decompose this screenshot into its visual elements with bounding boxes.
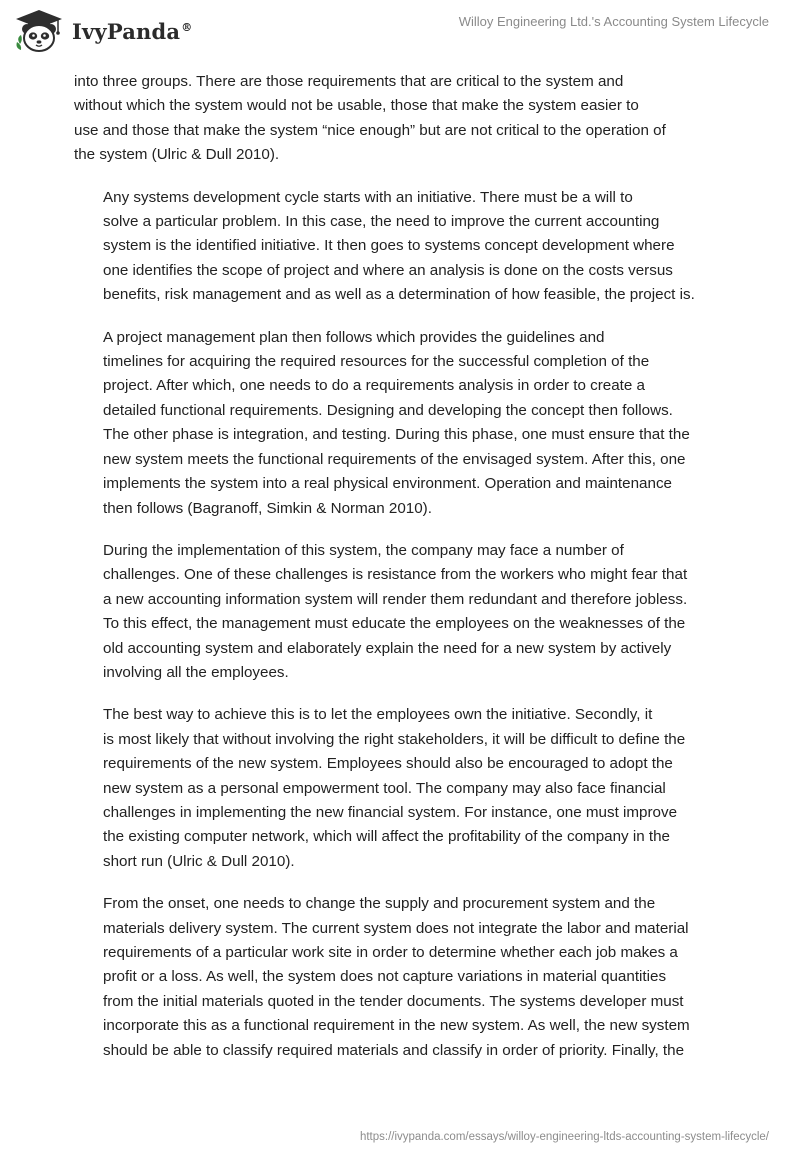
paragraph — [74, 539, 734, 685]
paragraph — [74, 703, 734, 874]
text-line: From the onset, one needs to change the supply and procurement system and the — [103, 895, 656, 913]
text-line: During the implementation of this system, the company may face a number of — [103, 541, 624, 559]
text-line: challenges. One of these challenges is resistance from the workers who might fear that — [103, 566, 688, 584]
text-line: materials delivery system. The current system does not integrate the labor and material — [103, 919, 689, 937]
text-line: system is the identified initiative. It then goes to systems concept development where — [103, 237, 675, 255]
brand-logo[interactable] — [14, 8, 192, 54]
text-line: Any systems development cycle starts with an initiative. There must be a will to — [103, 188, 633, 206]
text-line: is most likely that without involving the right stakeholders, it will be difficult to define the — [103, 730, 686, 748]
text-line: new system meets the functional requirements of the envisaged system. After this, one — [103, 450, 686, 468]
text-line: implements the system into a real physical environment. Operation and maintenance — [103, 475, 672, 493]
paragraph — [74, 70, 734, 168]
text-line: solve a particular problem. In this case, the need to improve the current accounting — [103, 213, 660, 231]
text-line: a new accounting information system will render them redundant and therefore jobless. — [103, 590, 688, 608]
text-line: new system as a personal empowerment tool. The company may also face financial — [103, 779, 666, 797]
text-line: without which the system would not be usable, those that make the system easier to — [74, 97, 639, 115]
text-line: profit or a loss. As well, the system does not capture variations in material quantities — [103, 968, 667, 986]
text-line: A project management plan then follows which provides the guidelines and — [103, 328, 605, 346]
text-line: then follows (Bagranoff, Simkin & Norman 2010). — [103, 499, 432, 517]
text-line: should be able to classify required materials and classify in order of priority. Finally, the — [103, 1041, 685, 1059]
text-line: The best way to achieve this is to let the employees own the initiative. Secondly, it — [103, 706, 653, 724]
text-line: The other phase is integration, and testing. During this phase, one must ensure that the — [103, 426, 690, 444]
text-line: the existing computer network, which will affect the profitability of the company in the — [103, 828, 671, 846]
text-line: challenges in implementing the new financial system. For instance, one must improve — [103, 803, 678, 821]
text-line: old accounting system and elaborately explain the need for a new system by actively — [103, 639, 672, 657]
essay-body — [74, 70, 734, 1081]
text-line: incorporate this as a functional requirement in the new system. As well, the new system — [103, 1017, 690, 1035]
text-line: requirements of the new system. Employees should also be encouraged to adopt the — [103, 755, 673, 773]
source-url[interactable]: https://ivypanda.com/essays/willoy-engineering-ltds-accounting-system-lifecycle/ — [359, 1131, 769, 1143]
text-line: short run (Ulric & Dull 2010). — [103, 852, 295, 870]
panda-graduate-icon — [14, 8, 64, 54]
text-line: project. After which, one needs to do a requirements analysis in order to create a — [103, 377, 645, 395]
text-line: requirements of a particular work site in order to determine whether each job makes a — [103, 944, 678, 961]
paragraph — [74, 892, 734, 1063]
text-line: use and those that make the system “nice enough” but are not critical to the operation of — [74, 121, 666, 139]
brand-name: IvyPanda® — [72, 18, 193, 44]
text-line: the system (Ulric & Dull 2010). — [74, 146, 280, 164]
text-line: detailed functional requirements. Designing and developing the concept then follows. — [103, 401, 673, 419]
text-line: involving all the employees. — [103, 663, 289, 681]
paragraph — [74, 186, 734, 308]
text-line: To this effect, the management must educate the employees on the weaknesses of the — [103, 615, 686, 633]
text-line: benefits, risk management and as well as a determination of how feasible, the project is. — [103, 286, 695, 304]
document-title: Willoy Engineering Ltd.'s Accounting System Lifecycle — [458, 14, 769, 29]
page-header — [0, 0, 800, 64]
text-line: into three groups. There are those requirements that are critical to the system and — [74, 73, 624, 90]
text-line: one identifies the scope of project and where an analysis is done on the costs versus — [103, 261, 673, 279]
text-line: from the initial materials quoted in the tender documents. The systems developer must — [103, 992, 684, 1010]
text-line: timelines for acquiring the required resources for the successful completion of the — [103, 353, 650, 371]
paragraph — [74, 326, 734, 521]
